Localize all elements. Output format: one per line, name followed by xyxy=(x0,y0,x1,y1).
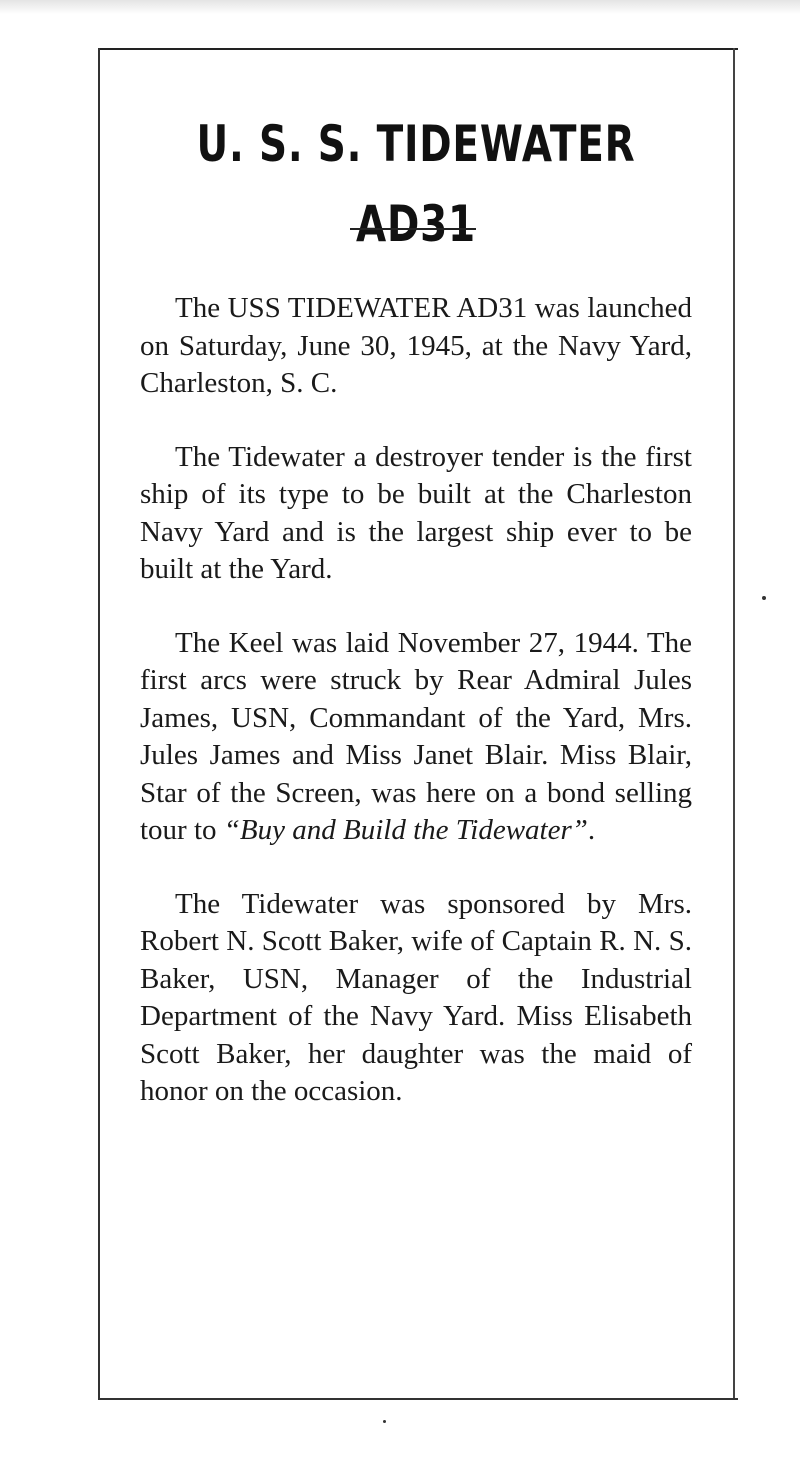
paper-speck xyxy=(762,596,766,600)
article-frame-left-border xyxy=(98,48,100,1400)
page-top-edge xyxy=(0,0,800,14)
title-divider xyxy=(350,228,476,230)
keel-text: The Keel was laid November 27, 1944. The first arcs were struck by Rear Admiral Jules James, USN, Commandant of the Yard, Mrs. Jules James and Miss Janet Blair. Miss Blair, Star of the Screen, was here on a bond selling tour to xyxy=(140,626,692,846)
keel-text-end: . xyxy=(587,814,596,846)
article-body xyxy=(140,290,692,1147)
article-title: U. S. S. TIDEWATER AD31 xyxy=(196,115,636,253)
article-frame-bottom-border xyxy=(98,1398,738,1400)
paragraph-keel-laying xyxy=(140,625,692,850)
paper-speck xyxy=(383,1420,386,1423)
article-frame-top-border xyxy=(98,48,738,50)
paragraph-destroyer-tender: The Tidewater a destroyer tender is the first ship of its type to be built at the Charleston Navy Yard and is the largest ship ever to be built at the Yard. xyxy=(140,440,692,585)
article-frame-right-border xyxy=(733,48,735,1400)
slogan-emphasis: “Buy and Build the Tidewater” xyxy=(223,814,588,846)
paragraph-launch: The USS TIDEWATER AD31 was launched on Saturday, June 30, 1945, at the Navy Yard, Charleston, S. C. xyxy=(140,292,692,399)
paragraph-sponsor: The Tidewater was sponsored by Mrs. Robert N. Scott Baker, wife of Captain R. N. S. Baker, USN, Manager of the Industrial Department of the Navy Yard. Miss Elisabeth Scott Baker, her daughter was the maid of honor on the occasion. xyxy=(140,887,692,1107)
